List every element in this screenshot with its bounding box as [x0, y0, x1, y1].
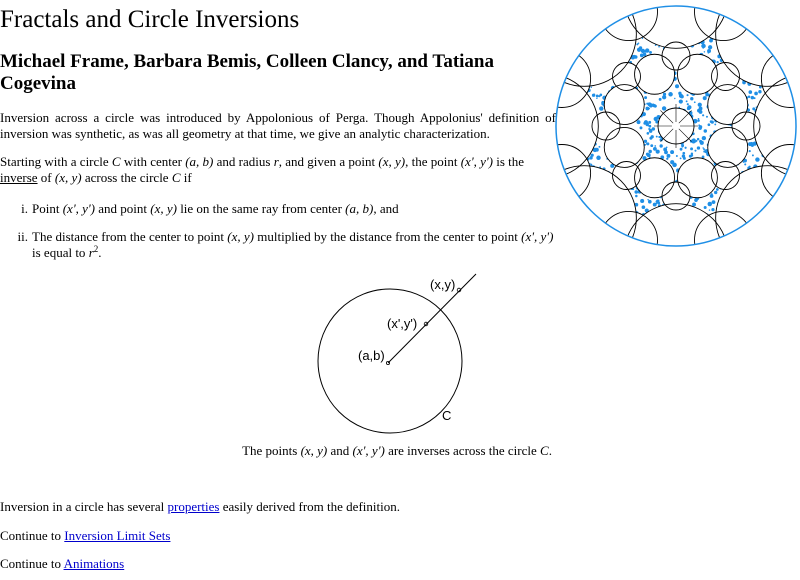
- label-center: (a,b): [358, 348, 385, 363]
- label-xy: (x,y): [430, 277, 456, 292]
- continue-paragraph: Continue to Animations: [0, 556, 125, 571]
- properties-paragraph: Inversion in a circle has several properties easily derived from the definition.: [0, 499, 400, 514]
- animations-link[interactable]: Animations: [63, 556, 125, 571]
- continue-paragraph: Continue to Inversion Limit Sets: [0, 528, 171, 543]
- definition-paragraph: Starting with a circle C with center (a, b) and radius r, and given a point (x, y), the point (x', y') is the inverse of (x, y) across the circle C if: [0, 154, 525, 185]
- circle-inversion-fractal-icon: [554, 4, 798, 248]
- label-circle: C: [442, 408, 452, 423]
- condition-item: i. Point (x', y') and point (x, y) lie on the same ray from center (a, b), and: [21, 201, 399, 216]
- inversion-limit-sets-link[interactable]: Inversion Limit Sets: [64, 528, 171, 543]
- inverse-term: inverse: [0, 170, 38, 185]
- authors-heading: Michael Frame, Barbara Bemis, Colleen Clancy, and Tatiana Cogevina: [0, 51, 494, 94]
- condition-item: ii. The distance from the center to point (x, y) multiplied by the distance from the center to point (x', y') is equal to $r^2$.: [17, 229, 554, 260]
- inversion-diagram: [300, 268, 510, 438]
- page-title: Fractals and Circle Inversions: [0, 6, 300, 33]
- properties-link[interactable]: properties: [167, 499, 220, 514]
- label-xy-prime: (x',y'): [387, 316, 418, 331]
- diagram-caption: The points (x, y) and (x', y') are inverses across the circle C.: [242, 443, 552, 458]
- intro-paragraph: Inversion across a circle was introduced by Appolonious of Perga. Though Appolonius' definition of inversion was synthetic, as was all geometry at that time, we give an analytic characterization.: [0, 110, 556, 141]
